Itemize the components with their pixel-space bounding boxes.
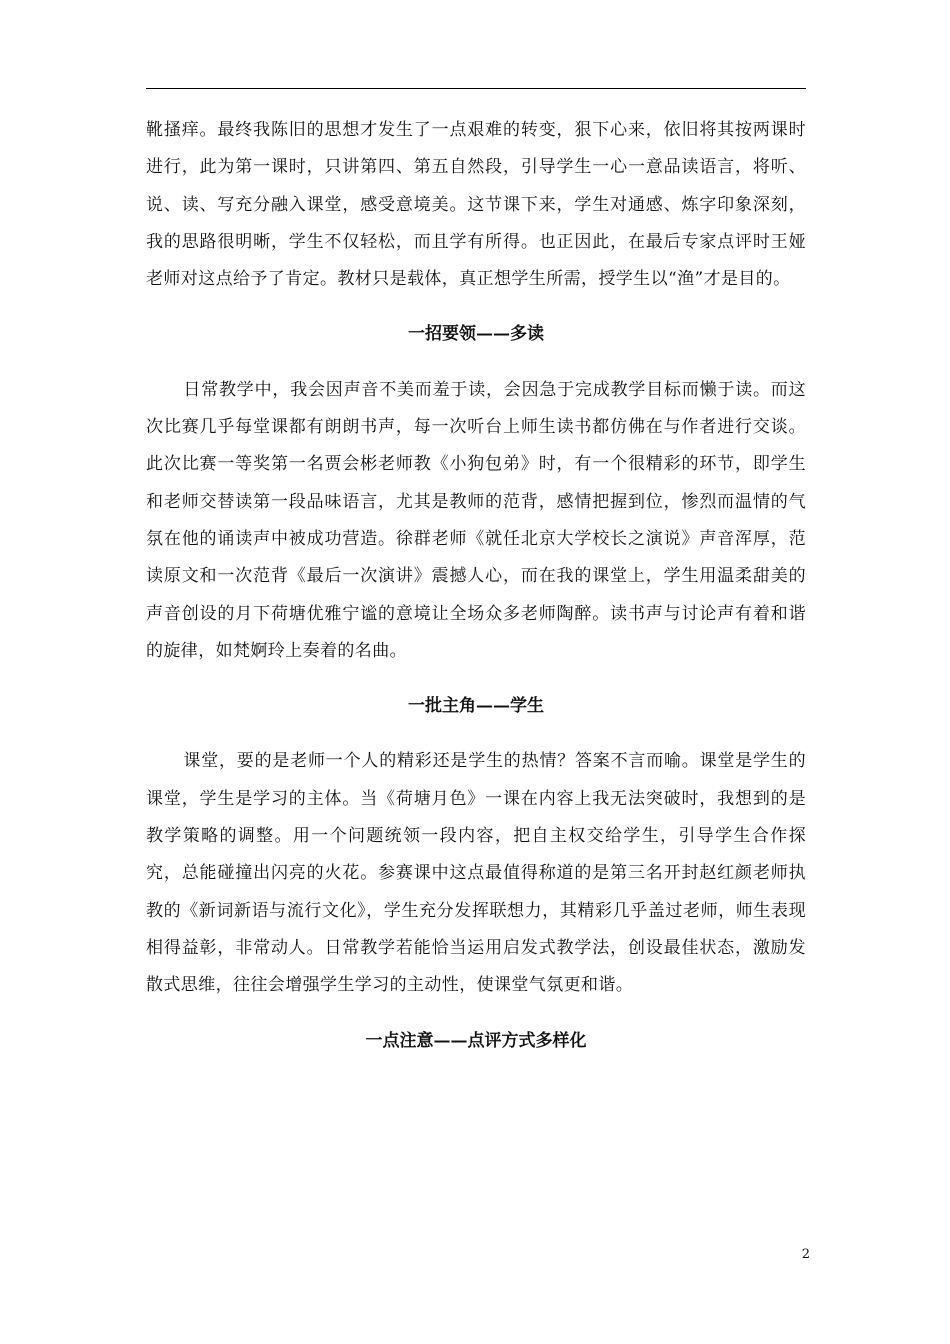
paragraph-continuation: 靴搔痒。最终我陈旧的思想才发生了一点艰难的转变，狠下心来，依旧将其按两课时进行，此为第一课时，只讲第四、第五自然段，引导学生一心一意品读语言，将听、说、读、写充分融入课堂，感受意境美。这节课下来，学生对通感、炼字印象深刻，我的思路很明晰，学生不仅轻松，而且学有所得。也正因此，在最后专家点评时王娅老师对这点给予了肯定。教材只是载体，真正想学生所需，授学生以“渔”才是目的。 <box>146 120 806 290</box>
section-heading-reading: 一招要领——多读 <box>408 324 544 345</box>
paragraph-students: 课堂，要的是老师一个人的精彩还是学生的热情？答案不言而喻。课堂是学生的课堂，学生是学习的主体。当《荷塘月色》一课在内容上我无法突破时，我想到的是教学策略的调整。用一个问题统领一段内容，把自主权交给学生，引导学生合作探究，总能碰撞出闪亮的火花。参赛课中这点最值得称道的是第三名开封赵红颜老师执教的《新词新语与流行文化》，学生充分发挥联想力，其精彩几乎盖过老师，师生表现相得益彰，非常动人。日常教学若能恰当运用启发式教学法，创设最佳状态，激励发散式思维，往往会增强学生学习的主动性，使课堂气氛更和谐。 <box>146 751 806 996</box>
paragraph-reading: 日常教学中，我会因声音不美而羞于读，会因急于完成教学目标而懒于读。而这次比赛几乎每堂课都有朗朗书声，每一次听台上师生读书都仿佛在与作者进行交谈。此次比赛一等奖第一名贾会彬老师教《小狗包弟》时，有一个很精彩的环节，即学生和老师交替读第一段品味语言，尤其是教师的范背，感情把握到位，惨烈而温情的气氛在他的诵读声中被成功营造。徐群老师《就任北京大学校长之演说》声音浑厚，范读原文和一次范背《最后一次演讲》震撼人心，而在我的课堂上，学生用温柔甜美的声音创设的月下荷塘优雅宁谧的意境让全场众多老师陶醉。读书声与讨论声有着和谐的旋律，如梵婀玲上奏着的名曲。 <box>146 379 806 661</box>
section-heading-students: 一批主角——学生 <box>408 696 544 717</box>
document-body <box>146 112 806 1060</box>
page-number: 2 <box>801 1247 810 1262</box>
section-heading-comments: 一点注意——点评方式多样化 <box>365 1030 587 1051</box>
header-rule <box>146 88 806 89</box>
